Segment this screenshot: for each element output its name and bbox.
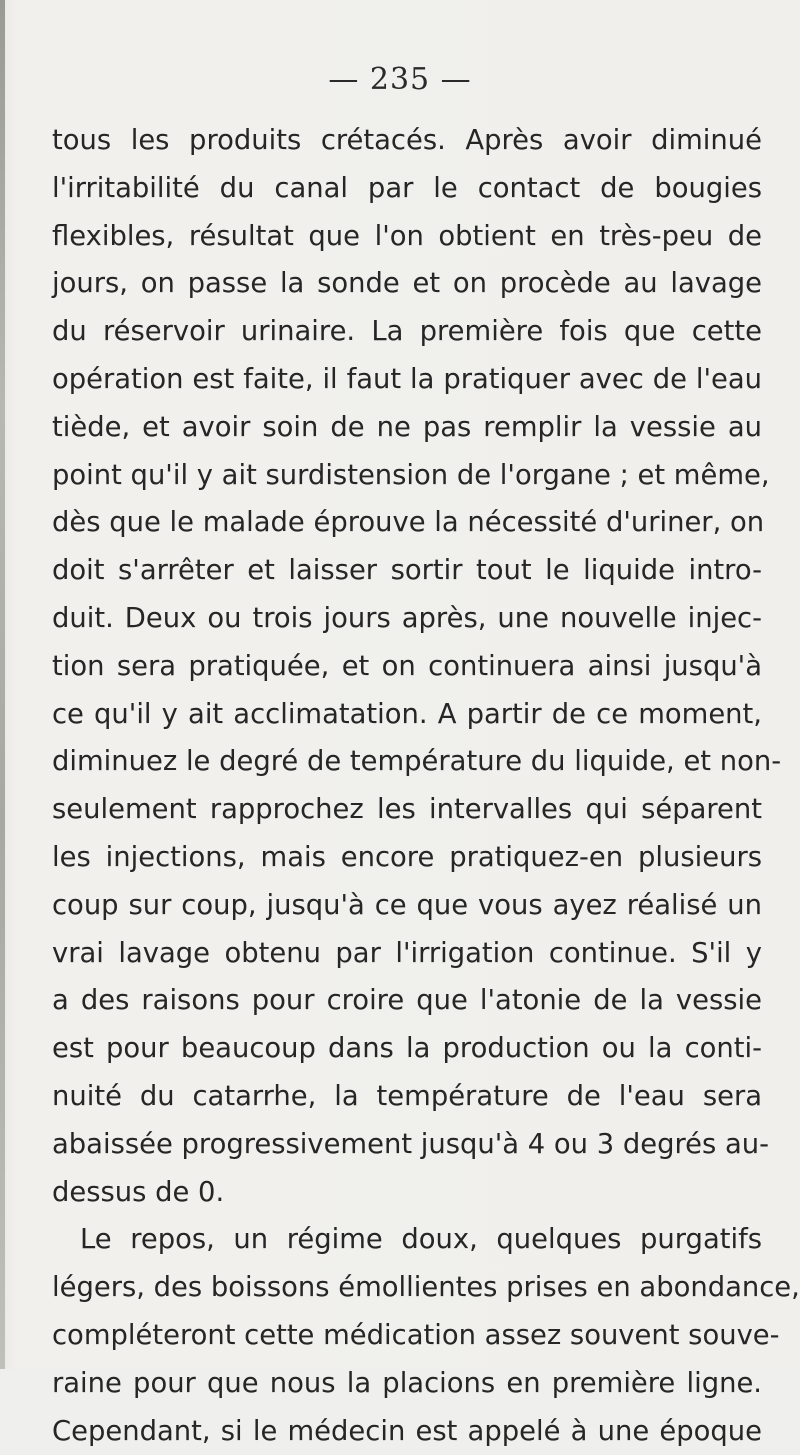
text-line: Le repos, un régime doux, quelques purgatifs <box>80 1224 762 1256</box>
text-line: l'irritabilité du canal par le contact de bougies <box>52 172 762 204</box>
text-line: tion sera pratiquée, et on continuera ainsi jusqu'à <box>52 650 762 682</box>
text-line: les injections, mais encore pratiquez-en plusieurs <box>52 841 762 873</box>
text-line: point qu'il y ait surdistension de l'organe ; et même, <box>52 459 770 491</box>
text-line: dès que le malade éprouve la nécessité d'uriner, on <box>52 507 765 539</box>
text-line: Cependant, si le médecin est appelé à une époque <box>52 1415 762 1447</box>
text-line: est pour beaucoup dans la production ou la conti- <box>52 1033 762 1065</box>
text-line: flexibles, résultat que l'on obtient en très-peu de <box>52 220 762 252</box>
text-line: doit s'arrêter et laisser sortir tout le liquide intro- <box>52 555 762 587</box>
text-line: duit. Deux ou trois jours après, une nouvelle injec- <box>52 602 762 634</box>
text-line: opération est faite, il faut la pratiquer avec de l'eau <box>52 363 762 395</box>
text-line: tiède, et avoir soin de ne pas remplir la vessie au <box>52 411 762 443</box>
text-line: abaissée progressivement jusqu'à 4 ou 3 degrés au- <box>52 1128 770 1160</box>
text-line: diminuez le degré de température du liquide, et non- <box>52 746 782 778</box>
text-line: jours, on passe la sonde et on procède au lavage <box>52 268 762 300</box>
text-line: seulement rapprochez les intervalles qui séparent <box>52 794 762 826</box>
text-line: coup sur coup, jusqu'à ce que vous ayez réalisé un <box>52 889 762 921</box>
text-line: a des raisons pour croire que l'atonie de la vessie <box>52 985 762 1017</box>
text-line: dessus de 0. <box>52 1176 225 1208</box>
text-line: vrai lavage obtenu par l'irrigation continue. S'il y <box>52 937 762 969</box>
text-line: tous les produits crétacés. Après avoir diminué <box>52 125 762 156</box>
body-text <box>52 117 800 1455</box>
page-binding-edge <box>0 0 5 1369</box>
text-line: compléteront cette médication assez souvent souve- <box>52 1319 780 1351</box>
text-line: du réservoir urinaire. La première fois que cette <box>52 316 762 348</box>
text-line: légers, des boissons émollientes prises en abondance, <box>52 1272 800 1304</box>
page-number-header: — 235 — <box>328 62 472 97</box>
text-line: nuité du catarrhe, la température de l'eau sera <box>52 1080 762 1112</box>
text-line: raine pour que nous la placions en première ligne. <box>52 1367 762 1399</box>
text-line: ce qu'il y ait acclimatation. A partir de ce moment, <box>52 698 762 730</box>
